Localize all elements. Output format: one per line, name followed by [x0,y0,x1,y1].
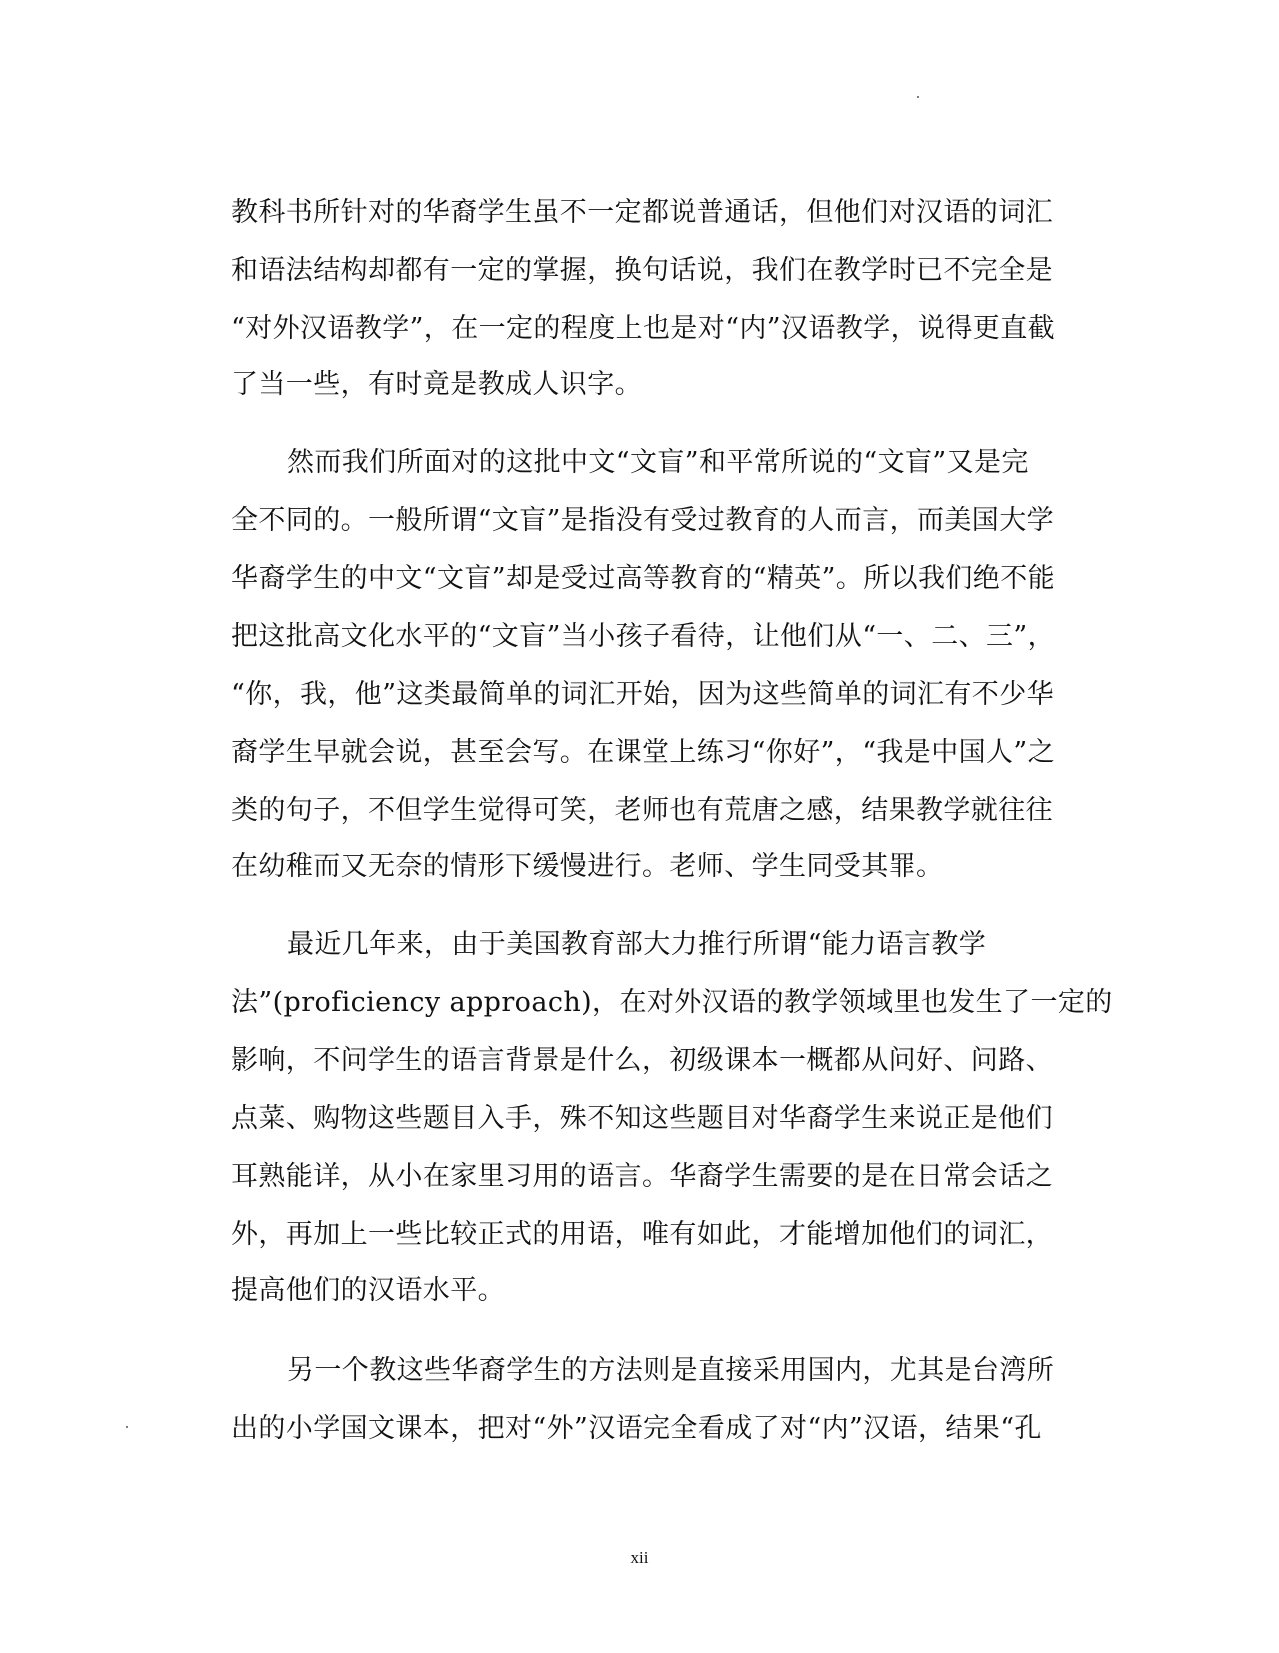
paragraph-2-line-1: 然而我们所面对的这批中文“文盲”和平常所说的“文盲”又是完 [287,447,1029,478]
paragraph-2-line-7: 类的句子，不但学生觉得可笑，老师也有荒唐之感，结果教学就往往 [231,795,1053,826]
paragraph-3-line-2: 法”(proficiency approach)，在对外汉语的教学领域里也发生了一定的 [231,987,1113,1018]
page-number: xii [630,1548,649,1567]
paragraph-4-line-2: 出的小学国文课本，把对“外”汉语完全看成了对“内”汉语，结果“孔 [231,1413,1042,1444]
paragraph-3-line-3: 影响，不问学生的语言背景是什么，初级课本一概都从问好、问路、 [231,1045,1053,1076]
scan-speck [126,1426,128,1428]
paragraph-2-line-2: 全不同的。一般所谓“文盲”是指没有受过教育的人而言，而美国大学 [231,505,1055,536]
paragraph-3-line-6: 外，再加上一些比较正式的用语，唯有如此，才能增加他们的词汇， [231,1219,1053,1250]
paragraph-2-line-8: 在幼稚而又无奈的情形下缓慢进行。老师、学生同受其罪。 [231,851,944,882]
paragraph-3-line-4: 点菜、购物这些题目入手，殊不知这些题目对华裔学生来说正是他们 [231,1103,1053,1134]
paragraph-2-line-6: 裔学生早就会说，甚至会写。在课堂上练习“你好”，“我是中国人”之 [231,737,1056,768]
paragraph-2-line-5: “你，我，他”这类最简单的词汇开始，因为这些简单的词汇有不少华 [231,679,1055,710]
paragraph-3-line-1: 最近几年来，由于美国教育部大力推行所谓“能力语言教学 [287,929,987,960]
paragraph-2-line-3: 华裔学生的中文“文盲”却是受过高等教育的“精英”。所以我们绝不能 [231,563,1056,594]
paragraph-1-line-2: 和语法结构却都有一定的掌握，换句话说，我们在教学时已不完全是 [231,255,1053,286]
paragraph-3-line-5: 耳熟能详，从小在家里习用的语言。华裔学生需要的是在日常会话之 [231,1161,1053,1192]
scan-speck [917,96,919,98]
paragraph-2-line-4: 把这批高文化水平的“文盲”当小孩子看待，让他们从“一、二、三”， [231,621,1056,652]
paragraph-4-line-1: 另一个教这些华裔学生的方法则是直接采用国内，尤其是台湾所 [287,1355,1055,1386]
paragraph-1-line-3: “对外汉语教学”，在一定的程度上也是对“内”汉语教学，说得更直截 [231,313,1056,344]
paragraph-3-line-7: 提高他们的汉语水平。 [231,1275,505,1306]
paragraph-1-line-1: 教科书所针对的华裔学生虽不一定都说普通话，但他们对汉语的词汇 [231,197,1053,228]
paragraph-1-line-4: 了当一些，有时竟是教成人识字。 [231,369,642,400]
